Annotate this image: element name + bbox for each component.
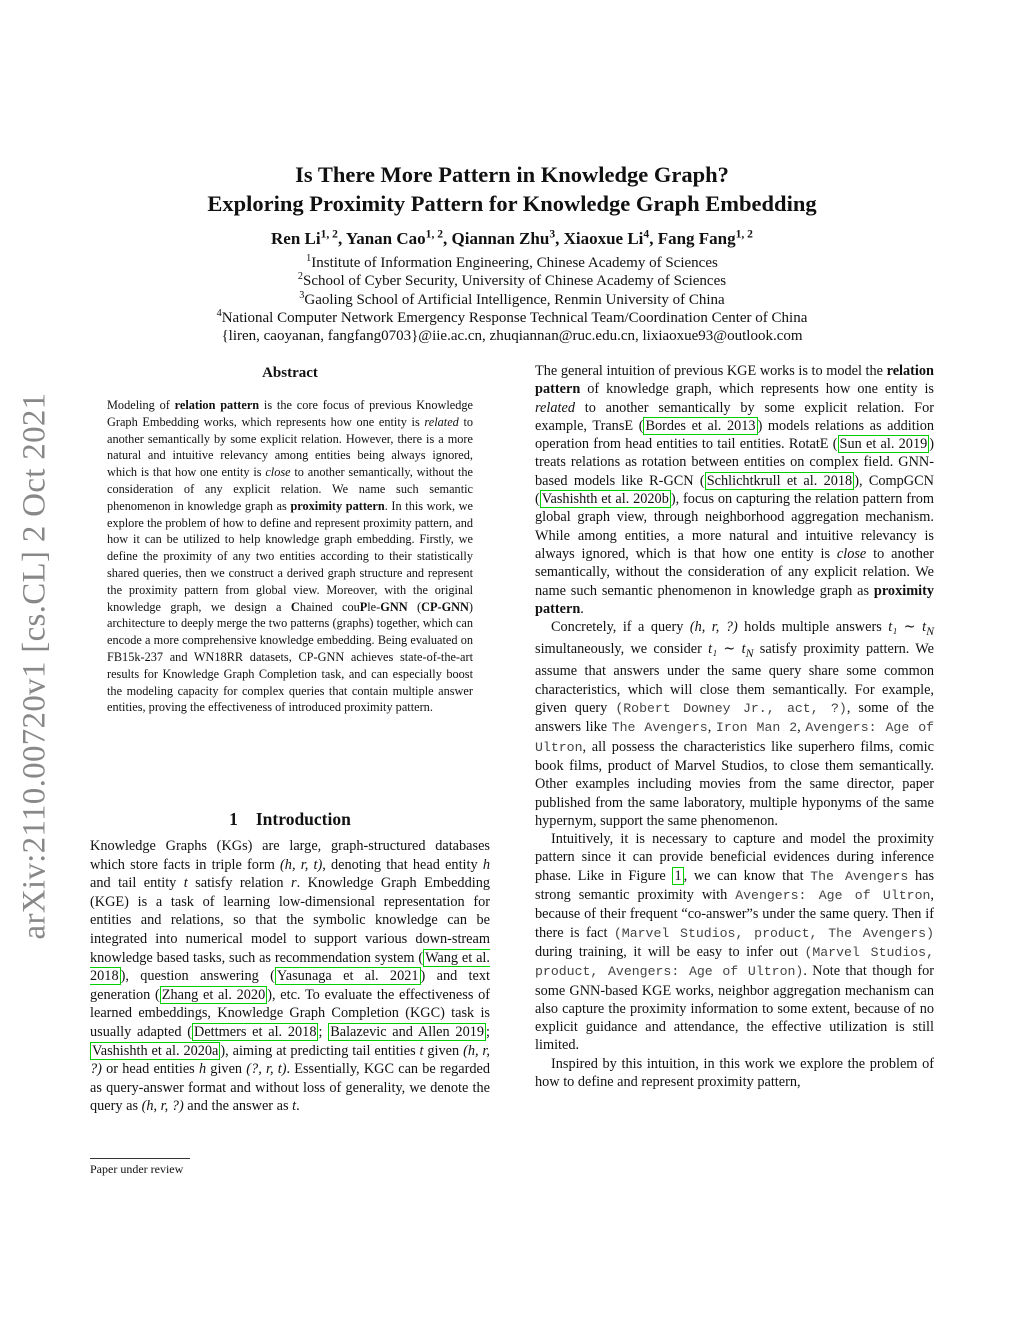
arxiv-stamp: arXiv:2110.00720v1 [cs.CL] 2 Oct 2021	[16, 392, 53, 940]
citation-link[interactable]: Bordes et al. 2013	[645, 417, 756, 434]
author: Qiannan Zhu	[451, 229, 550, 248]
author: Yanan Cao	[345, 229, 426, 248]
author-emails: {liren, caoyanan, fangfang0703}@iie.ac.cn, zhuqiannan@ruc.edu.cn, lixiaoxue93@outlook.com	[221, 328, 803, 345]
affiliation: $^4$National Computer Network Emergency Response Technical Team/Coordination Center of China	[216, 307, 808, 326]
author: Fang Fang	[657, 229, 736, 248]
footnote: Paper under review	[90, 1162, 184, 1176]
author-list: Ren Li$^{1, 2}$, Yanan Cao$^{1, 2}$, Qiannan Zhu$^3$, Xiaoxue Li$^4$, Fang Fang$^{1, 2}$	[271, 227, 753, 248]
citation-link[interactable]: Wang et al. 2018	[90, 949, 490, 985]
introduction-body: Knowledge Graphs (KGs) are large, graph-structured databases which store facts in triple form (h, r, t), denoting that head entity h and tail entity t satisfy relation r. Knowledge Graph Embedding (KGE) is a task of learning low-dimensional representation for entities and relations, so that the symbolic knowledge can be integrated into numerical model to support various down-stream knowledge based tasks, such as recommendation system ( Wang et al. 2018 ), question answering ( Yasunaga et al. 2021 ) and text generation ( Zhang et al. 2020 ), etc. To evaluate the effectiveness of learned embeddings, Knowledge Graph Completion (KGC) task is usually adapted ( Dettmers et al. 2018 ; Balazevic and Allen 2019 ; Vashishth et al. 2020a ), aiming at predicting tail entities t given (h, r, ?) or head entities h given (?, r, t). Essentially, KGC can be regarded as query-answer format and without loss of generality, we denote the query as (h, r, ?) and the answer as t.	[90, 838, 491, 1115]
author: Ren Li	[271, 229, 321, 248]
title-line-1: Is There More Pattern in Knowledge Graph?	[295, 162, 729, 187]
abstract-body: Modeling of relation pattern is the core focus of previous Knowledge Graph Embedding works, which represents how one entity is related to another semantically by some explicit relation. However, there is a more natural and intuitive relevancy among entities being always ignored, which is that how one entity is close to another semantically, without the consideration of any explicit relation. We name such semantic phenomenon in knowledge graph as proximity pattern. In this work, we explore the problem of how to define and represent proximity pattern, and how it can be utilized to help knowledge graph embedding. Firstly, we define the proximity of any two entities according to their statistically shared queries, then we construct a derived graph structure and represent the proximity pattern from global view. Moreover, with the original knowledge graph, we design a Chained couPle-GNN (CP-GNN) architecture to deeply merge the two patterns (graphs) together, which can encode a more comprehensive knowledge embedding. Being evaluated on FB15k-237 and WN18RR datasets, CP-GNN achieves state-of-the-art results for Knowledge Graph Completion task, and can especially boost the modeling capacity for complex queries that contain multiple answer entities, proving the effectiveness of introduced proximity pattern.	[107, 398, 474, 715]
affiliation: $^2$School of Cyber Security, University of Chinese Academy of Sciences	[297, 271, 727, 290]
affiliations	[90, 254, 934, 345]
right-column-body	[535, 362, 934, 1091]
figure-link[interactable]: 1	[674, 867, 682, 884]
paper-title	[90, 160, 934, 218]
citation-link[interactable]: Schlichtkrull et al. 2018	[706, 472, 853, 489]
citation-link[interactable]: Dettmers et al. 2018	[194, 1023, 317, 1040]
citation-link[interactable]: Vashishth et al. 2020b	[541, 491, 669, 508]
section-heading: 1 Introduction	[229, 809, 351, 829]
abstract-heading: Abstract	[262, 365, 318, 381]
title-line-2: Exploring Proximity Pattern for Knowledge Graph Embedding	[207, 191, 817, 216]
affiliation: $^3$Gaoling School of Artificial Intelligence, Renmin University of China	[299, 289, 725, 308]
affiliation: $^1$Institute of Information Engineering, Chinese Academy of Sciences	[306, 253, 718, 271]
footnote-rule	[90, 1158, 190, 1159]
paragraph: Inspired by this intuition, in this work we explore the problem of how to define and represent proximity pattern,	[535, 1055, 934, 1090]
citation-link[interactable]: Vashishth et al. 2020a	[92, 1042, 219, 1059]
paragraph: The general intuition of previous KGE works is to model the relation pattern of knowledge graph, which represents how one entity is related to another semantically by some explicit relation. For example, TransE ( Bordes et al. 2013 ) models relations as addition operation from head entities to tail entities. RotatE ( Sun et al. 2019 ) treats relations as rotation between entities on complex field. GNN-based models like R-GCN ( Schlichtkrull et al. 2018 ), CompGCN ( Vashishth et al. 2020b ), focus on capturing the relation pattern from global graph view, through neighborhood aggregation mechanism. While among entities, a more natural and intuitive relevancy is always ignored, which is that how one entity is close to another semantically, without the consideration of any explicit relation. We name such semantic phenomenon in knowledge graph as proximity pattern.	[535, 363, 935, 617]
citation-link[interactable]: Yasunaga et al. 2021	[276, 968, 419, 985]
paragraph: Intuitively, it is necessary to capture and model the proximity pattern since it can provide beneficial evidences during inference phase. Like in Figure 1 , we can know that The Avengers has strong semantic proximity with Avengers: Age of Ultron, because of their frequent “co-answer”s under the same query. Then if there is fact (Marvel Studios, product, The Avengers) during training, it will be easy to infer out (Marvel Studios, product, Avengers: Age of Ultron). Note that though for some GNN-based KGE works, neighbor aggregation mechanism can also capture the proximity information to some extent, because of no explicit guidance and attendance, the effective utilization is still limited.	[535, 831, 935, 1054]
citation-link[interactable]: Balazevic and Allen 2019	[330, 1023, 485, 1040]
citation-link[interactable]: Sun et al. 2019	[839, 436, 928, 453]
author: Xiaoxue Li	[563, 229, 644, 248]
paragraph: Concretely, if a query (h, r, ?) holds multiple answers t₁ ∼ $t_N$ simultaneously, we consider t₁ ∼ $t_N$ satisfy proximity pattern. We assume that answers under the same query share some common characteristics, which will close them semantically. For example, given query (Robert Downey Jr., act, ?), some of the answers like The Avengers, Iron Man 2, Avengers: Age of Ultron, all possess the characteristics like superhero films, comic book films, product of Marvel Studios, to close them semantically. Other examples including movies from the same director, paper published from the same laboratory, multiple hyponyms of the same hypernym, support the same phenomenon.	[535, 619, 935, 829]
citation-link[interactable]: Zhang et al. 2020	[161, 986, 266, 1003]
